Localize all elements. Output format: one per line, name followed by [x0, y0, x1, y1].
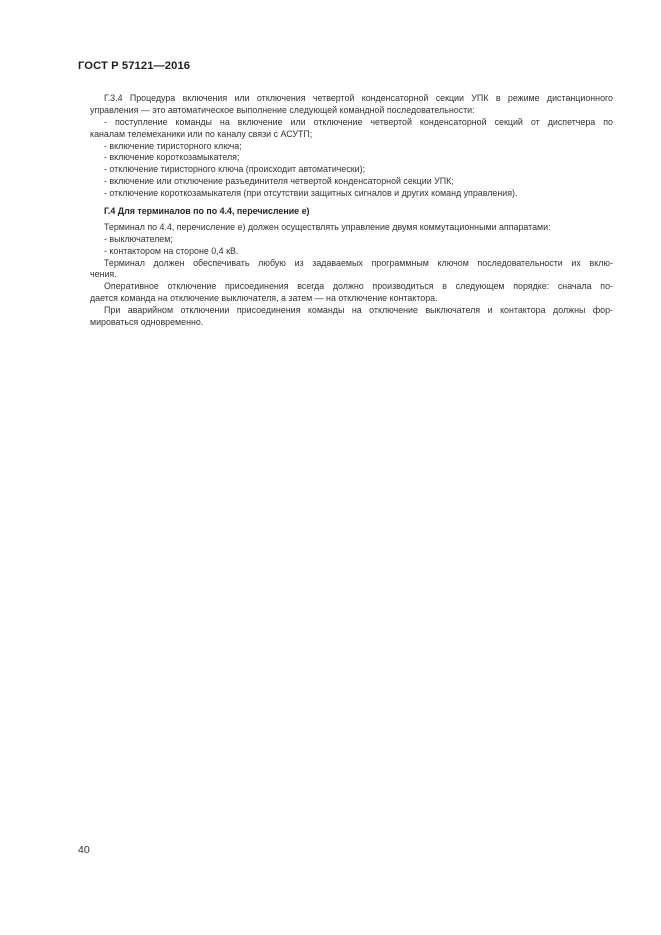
document-header: ГОСТ Р 57121—2016 [78, 60, 191, 72]
paragraph-line: дается команда на отключение выключателя, а затем — на отключение контактора. [90, 293, 438, 304]
list-item: - выключателем; [104, 233, 173, 244]
paragraph-line: чения. [90, 269, 117, 280]
paragraph-line: Оперативное отключение присоединения всегда должно производиться в следующем порядке: сначала по- [104, 281, 613, 292]
paragraph-line: Г.3.4 Процедура включения или отключения четвертой конденсаторной секции УПК в режиме дистанционного [104, 93, 613, 103]
list-item: - отключение короткозамыкателя (при отсутствии защитных сигналов и других команд управления). [104, 188, 518, 199]
section-heading: Г.4 Для терминалов по по 4.4, перечисление е) [104, 206, 310, 217]
paragraph-line: управления — это автоматическое выполнение следующей командной последовательности: [90, 104, 475, 115]
paragraph-line: мироваться одновременно. [90, 317, 204, 328]
list-item-continuation: каналам телемеханики или по каналу связи с АСУТП; [90, 128, 313, 139]
list-item: - контактором на стороне 0,4 кВ. [104, 245, 239, 256]
paragraph-line: Терминал по 4.4, перечисление е) должен осуществлять управление двумя коммутационными аппаратами: [104, 221, 551, 232]
page-body [90, 93, 613, 329]
list-item: - включение тиристорного ключа; [104, 140, 242, 151]
paragraph-line: Терминал должен обеспечивать любую из задаваемых программным ключом последовательности их вклю- [104, 257, 613, 268]
paragraph-line: При аварийном отключении присоединения команды на отключение выключателя и контактора должны фор- [104, 305, 613, 316]
list-item: - включение или отключение разъединителя четвертой конденсаторной секции УПК; [104, 176, 454, 187]
list-item: - отключение тиристорного ключа (происходит автоматически); [104, 164, 366, 175]
page-number: 40 [78, 844, 90, 856]
list-item: - поступление команды на включение или отключение четвертой конденсаторной секций от диспетчера по [104, 116, 613, 127]
list-item: - включение короткозамыкателя; [104, 152, 240, 163]
